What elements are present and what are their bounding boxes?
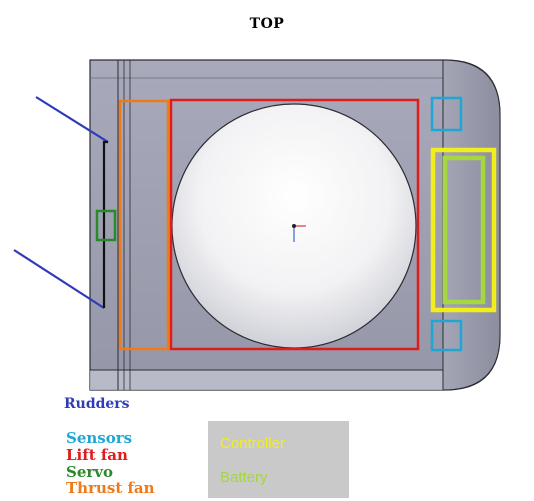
legend-sensors: Sensors xyxy=(66,429,133,447)
legend-thrust-fan: Thrust fan xyxy=(66,479,155,497)
legend-controller: Controller xyxy=(220,435,286,452)
hull-skirt-band xyxy=(90,370,445,390)
legend-servo: Servo xyxy=(66,463,113,481)
rudders-label: Rudders xyxy=(64,396,130,412)
legend-battery: Battery xyxy=(220,469,268,486)
legend-lift-fan: Lift fan xyxy=(66,446,128,464)
legend-right-panel xyxy=(208,421,349,498)
legend-left-panel xyxy=(52,418,208,498)
view-title: TOP xyxy=(249,16,285,32)
nose-section xyxy=(443,60,500,390)
